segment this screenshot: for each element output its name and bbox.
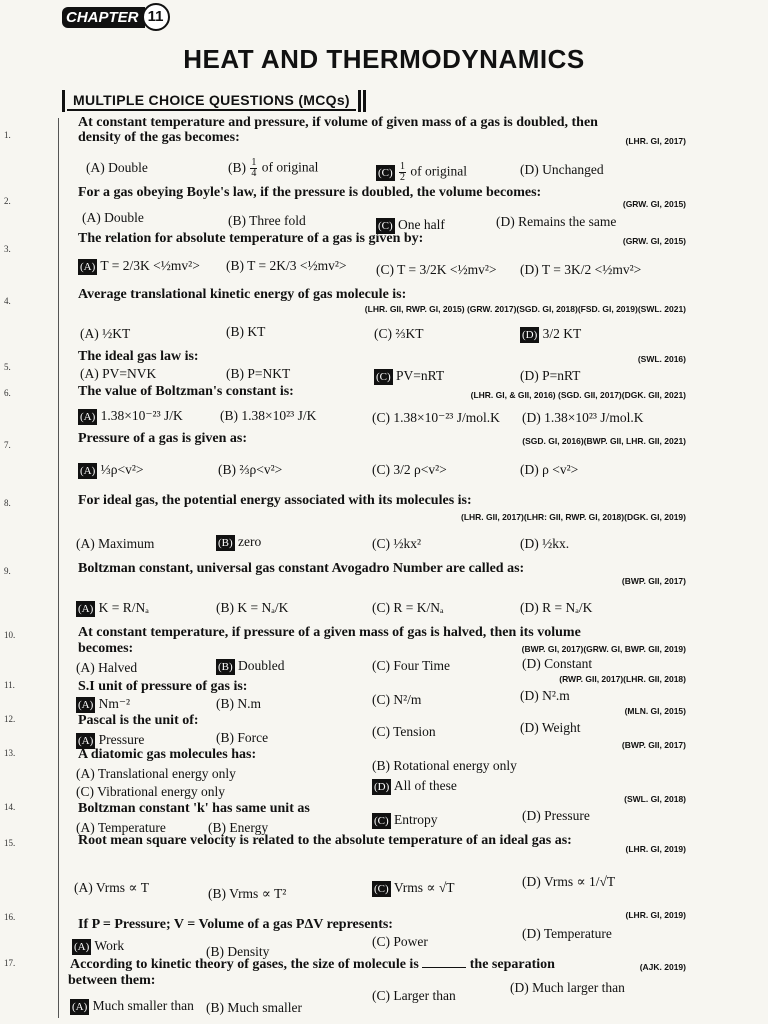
- option-b: [228, 158, 318, 179]
- question-reference: (LHR. GI, 2019): [625, 910, 686, 920]
- question-stem-continued: between them:: [68, 973, 156, 988]
- option-text: T = 2K/3 <½mv²>: [247, 258, 347, 273]
- fraction: [250, 158, 257, 179]
- option-text: Doubled: [238, 658, 285, 673]
- option-c: (C) Larger than: [372, 988, 456, 1003]
- option-d: (D) ρ <v²>: [520, 462, 579, 477]
- question-stem-text: According to kinetic theory of gases, the size of molecule is: [70, 957, 419, 972]
- question-reference: (SWL. 2016): [637, 354, 686, 364]
- option-tag: (C): [372, 410, 390, 425]
- question-stem-continued: becomes:: [78, 641, 134, 656]
- question-stem-tail: the separation: [469, 957, 555, 972]
- section-bar: [358, 90, 361, 112]
- question-number: 9.: [4, 566, 11, 576]
- question-number: 13.: [4, 748, 16, 758]
- fill-blank: [422, 967, 466, 968]
- option-text: T = 3/2K <½mv²>: [397, 262, 497, 277]
- question-reference: (GRW. GI, 2015): [622, 236, 686, 246]
- option-text: Work: [94, 938, 125, 953]
- question-stem: Boltzman constant 'k' has same unit as: [78, 801, 310, 816]
- question-reference: (GRW. GI, 2015): [622, 199, 686, 209]
- option-a: (A) Temperature: [76, 820, 166, 835]
- option-text: T = 3K/2 <½mv²>: [541, 262, 642, 277]
- answer-marker: (A): [74, 941, 90, 953]
- option-text: Vrms ∝ 1/√T: [543, 874, 616, 889]
- option-a: (A) PV=NVK: [80, 366, 157, 381]
- answer-marker: (D): [374, 781, 390, 793]
- question-number: 12.: [4, 714, 16, 724]
- option-a-answer: [70, 998, 194, 1015]
- question-reference: (BWP. GII, 2017): [621, 576, 686, 586]
- option-tag: (C): [372, 600, 390, 615]
- question-stem: S.I unit of pressure of gas is:: [78, 679, 248, 694]
- option-b: (B) Rotational energy only: [372, 758, 517, 773]
- option-c-answer: [374, 368, 444, 385]
- question-reference: (LHR. GI, 2017): [625, 136, 686, 146]
- option-text: Entropy: [394, 812, 438, 827]
- section-heading: [62, 90, 368, 112]
- question-number: 2.: [4, 196, 11, 206]
- question-number: 7.: [4, 440, 11, 450]
- option-text: Much smaller than: [92, 998, 194, 1013]
- option-text: R = Nₐ/K: [542, 600, 593, 615]
- question-reference: (MLN. GI, 2015): [624, 706, 686, 716]
- option-d: [522, 874, 615, 890]
- numerator: 1: [400, 161, 406, 172]
- option-text: Vrms ∝ √T: [393, 880, 455, 895]
- option-c-answer: [372, 880, 455, 897]
- answer-marker: (C): [378, 220, 393, 232]
- option-text: All of these: [393, 778, 457, 793]
- question-number: 14.: [4, 802, 16, 812]
- option-d: (D) Constant: [522, 656, 593, 671]
- option-text: ½kx²: [393, 536, 422, 551]
- question-stem: Pressure of a gas is given as:: [78, 431, 248, 446]
- chapter-label: CHAPTER: [62, 7, 145, 28]
- question-reference: (LHR. GII, 2017)(LHR: GII, RWP. GI, 2018)(DGK. GI, 2019): [461, 512, 686, 522]
- option-a-answer: [72, 938, 124, 955]
- answer-marker: (D): [522, 329, 538, 341]
- option-text: Nm⁻²: [98, 696, 131, 711]
- question-number: 11.: [4, 680, 15, 690]
- numerator: 1: [251, 157, 257, 168]
- option-tag: (A): [80, 326, 99, 341]
- option-b-answer: [216, 658, 285, 675]
- option-b: [226, 258, 347, 274]
- answer-marker: (A): [72, 1001, 88, 1013]
- option-text: PV=nRT: [396, 368, 445, 383]
- option-d: (D) Remains the same: [496, 214, 617, 229]
- option-d: (D) Pressure: [522, 808, 590, 823]
- option-tag: (C): [372, 536, 390, 551]
- option-b: (B) P=NKT: [226, 366, 291, 381]
- option-c: [372, 462, 447, 478]
- option-tag: (C): [374, 326, 392, 341]
- option-text: T = 2/3K <½mv²>: [100, 258, 200, 273]
- option-d: [520, 536, 569, 552]
- option-tag: (C): [376, 262, 394, 277]
- option-a: [80, 326, 130, 342]
- margin-line: [58, 118, 59, 1018]
- option-d-answer: [520, 326, 581, 343]
- option-tag: (C): [372, 462, 390, 477]
- option-text: 3/2 KT: [542, 326, 582, 341]
- option-a: (A) Double: [86, 160, 148, 175]
- option-d: (D) P=nRT: [520, 368, 581, 383]
- option-d: [522, 410, 643, 426]
- question-stem: A diatomic gas molecules has:: [78, 747, 257, 762]
- option-b-answer: [216, 534, 261, 551]
- question-stem: The ideal gas law is:: [78, 349, 199, 364]
- option-d: (D) Weight: [520, 720, 581, 735]
- option-b: (B) Three fold: [228, 213, 306, 228]
- question-stem: If P = Pressure; V = Volume of a gas PΔV represents:: [78, 917, 393, 932]
- option-b: (B) KT: [226, 324, 266, 339]
- option-text: K = R/Nₐ: [98, 600, 149, 615]
- option-tag: (B): [218, 462, 236, 477]
- option-d: [520, 600, 592, 616]
- option-a-answer: [78, 258, 200, 275]
- option-text: of original: [261, 159, 319, 175]
- option-a-answer: [78, 408, 183, 425]
- answer-marker: (A): [80, 261, 96, 273]
- option-b: (B) Much smaller: [206, 1000, 302, 1015]
- option-tag: (D): [520, 536, 539, 551]
- question-stem: The relation for absolute temperature of a gas is given by:: [78, 231, 424, 246]
- option-b: (B) N.m: [216, 696, 261, 711]
- question-stem: At constant temperature and pressure, if volume of given mass of a gas is doubled, then: [78, 115, 598, 130]
- question-reference: (BWP. GII, 2017): [621, 740, 686, 750]
- option-text: zero: [238, 534, 262, 549]
- option-text: ⅔KT: [395, 326, 424, 341]
- option-c: (C) Four Time: [372, 658, 451, 673]
- option-c: [372, 600, 444, 616]
- option-d: (D) Unchanged: [520, 162, 604, 177]
- option-text: 1.38×10⁻²³ J/K: [100, 408, 183, 423]
- chapter-badge: [62, 4, 170, 30]
- answer-marker: (A): [80, 411, 96, 423]
- question-number: 1.: [4, 130, 11, 140]
- question-stem-continued: density of the gas becomes:: [78, 130, 240, 145]
- option-text: ½KT: [102, 326, 131, 341]
- question-stem: At constant temperature, if pressure of a given mass of gas is halved, then its volume: [78, 625, 581, 640]
- option-d: (D) Much larger than: [510, 980, 625, 995]
- question-reference: (BWP. GI, 2017)(GRW. GI, BWP. GII, 2019): [521, 644, 686, 654]
- question-number: 3.: [4, 244, 11, 254]
- option-c: (C) Tension: [372, 724, 436, 739]
- question-reference: (AJK. 2019): [639, 962, 686, 972]
- question-number: 5.: [4, 362, 11, 372]
- chapter-number: 11: [142, 3, 170, 31]
- answer-marker: (A): [80, 465, 96, 477]
- option-text: One half: [398, 217, 445, 232]
- option-c: (C) N²/m: [372, 692, 422, 707]
- question-number: 15.: [4, 838, 16, 848]
- option-c: [372, 410, 500, 426]
- option-tag: (B): [226, 258, 244, 273]
- option-b: (B) Density: [206, 944, 270, 959]
- question-number: 8.: [4, 498, 11, 508]
- answer-marker: (C): [378, 166, 393, 179]
- option-b: (B) K = Nₐ/K: [216, 600, 289, 615]
- fraction: [399, 162, 406, 183]
- page-title: HEAT AND THERMODYNAMICS: [183, 44, 585, 74]
- option-b: (B) Vrms ∝ T²: [208, 886, 287, 901]
- option-d-answer: [372, 778, 457, 795]
- answer-marker: (A): [78, 603, 94, 615]
- option-d: [520, 262, 641, 278]
- question-stem: [70, 958, 555, 972]
- question-reference: (LHR. GII, RWP. GI, 2015) (GRW. 2017)(SGD. GI, 2018)(FSD. GI, 2019)(SWL. 2021): [364, 304, 686, 314]
- answer-marker: (C): [376, 371, 391, 383]
- option-a: (A) Halved: [76, 660, 138, 675]
- option-text: ⅓ρ<v²>: [100, 462, 144, 477]
- question-reference: (SGD. GI, 2016)(BWP. GII, LHR. GII, 2021): [522, 436, 686, 446]
- option-d: (D) N².m: [520, 688, 570, 703]
- option-text: 3/2 ρ<v²>: [393, 462, 447, 477]
- denominator: 2: [400, 172, 406, 183]
- question-stem: The value of Boltzman's constant is:: [78, 384, 294, 399]
- option-b: (B) Energy: [208, 820, 269, 835]
- question-stem: For ideal gas, the potential energy associated with its molecules is:: [78, 493, 472, 508]
- option-c: [376, 262, 497, 278]
- option-text: R = K/Nₐ: [393, 600, 444, 615]
- option-text: 1.38×10⁻²³ J/mol.K: [393, 410, 500, 425]
- option-a-answer: [76, 696, 130, 713]
- question-stem: Root mean square velocity is related to the absolute temperature of an ideal gas as:: [78, 833, 572, 848]
- option-text: Pressure: [98, 732, 145, 747]
- denominator: 4: [251, 168, 257, 179]
- option-c-answer: [372, 812, 438, 829]
- option-b: (B) 1.38×10²³ J/K: [220, 408, 317, 423]
- option-c-answer: [376, 162, 467, 183]
- answer-marker: (A): [78, 735, 94, 747]
- option-a: (A) Maximum: [76, 536, 155, 551]
- question-reference: (LHR. GI, & GII, 2016) (SGD. GII, 2017)(DGK. GII, 2021): [470, 390, 686, 400]
- option-text: ⅔ρ<v²>: [239, 462, 283, 477]
- option-c: (C) Vibrational energy only: [76, 784, 226, 799]
- option-text: 1.38×10²³ J/mol.K: [544, 410, 644, 425]
- answer-marker: (A): [78, 699, 94, 711]
- question-stem: For a gas obeying Boyle's law, if the pressure is doubled, the volume becomes:: [78, 185, 542, 200]
- option-b: [218, 462, 282, 478]
- option-d: (D) Temperature: [522, 926, 612, 941]
- option-c: [372, 536, 421, 552]
- question-number: 17.: [4, 958, 16, 968]
- answer-marker: (C): [374, 883, 389, 895]
- question-reference: (LHR. GI, 2019): [625, 844, 686, 854]
- answer-marker: (B): [218, 537, 233, 549]
- option-tag: (D): [522, 410, 541, 425]
- question-reference: (SWL. GI, 2018): [624, 794, 686, 804]
- option-tag: (D): [520, 600, 539, 615]
- section-title: MULTIPLE CHOICE QUESTIONS (MCQs): [67, 91, 356, 111]
- option-a-answer: [78, 462, 144, 479]
- answer-marker: (C): [374, 815, 389, 827]
- question-number: 10.: [4, 630, 16, 640]
- section-bar: [62, 90, 65, 112]
- option-tag: (B): [228, 159, 246, 175]
- question-number: 4.: [4, 296, 11, 306]
- option-a-answer: [76, 600, 149, 617]
- option-a: (A) Vrms ∝ T: [74, 880, 149, 895]
- option-a: (A) Double: [82, 210, 144, 225]
- option-tag: (D): [520, 262, 539, 277]
- question-number: 6.: [4, 388, 11, 398]
- option-a: (A) Translational energy only: [76, 766, 236, 781]
- question-stem: Boltzman constant, universal gas constant Avogadro Number are called as:: [78, 561, 525, 576]
- question-number: 16.: [4, 912, 16, 922]
- option-text: ½kx.: [542, 536, 570, 551]
- question-stem: Average translational kinetic energy of gas molecule is:: [78, 287, 407, 302]
- option-b: (B) Force: [216, 730, 269, 745]
- question-stem: Pascal is the unit of:: [78, 713, 199, 728]
- option-tag: (D): [522, 874, 541, 889]
- option-c: [374, 326, 424, 342]
- question-reference: (RWP. GII, 2017)(LHR. GII, 2018): [559, 674, 686, 684]
- option-c: (C) Power: [372, 934, 428, 949]
- answer-marker: (B): [218, 661, 233, 673]
- section-bar: [363, 90, 366, 112]
- option-text: of original: [410, 163, 468, 179]
